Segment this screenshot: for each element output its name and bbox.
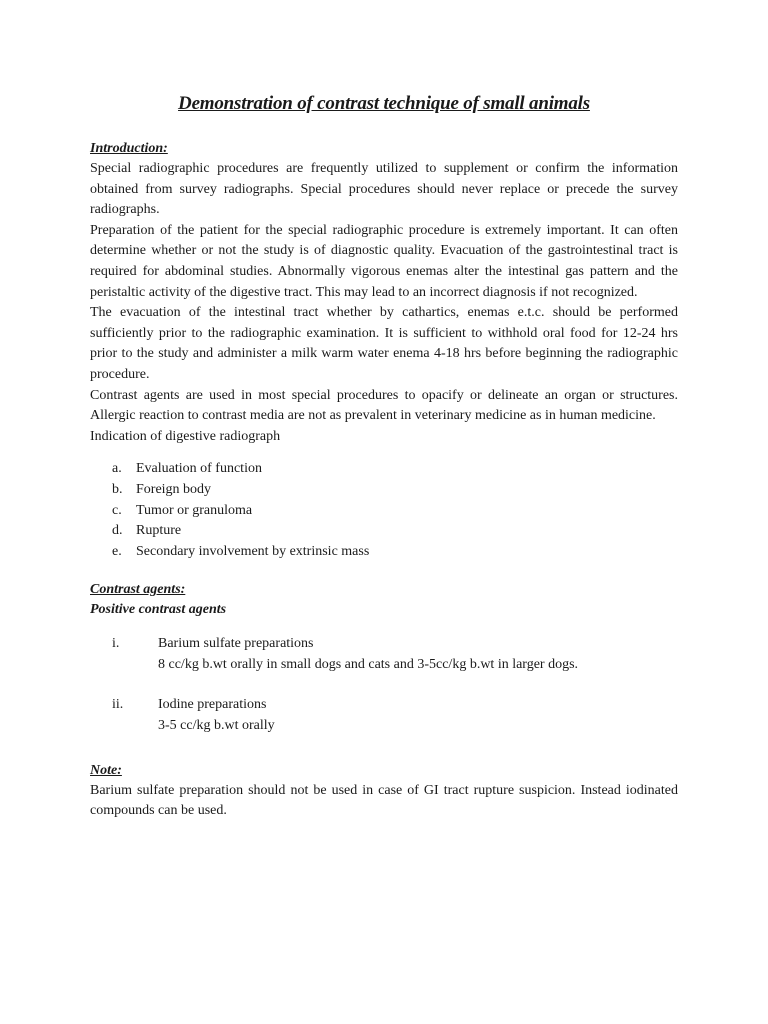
list-marker: c. [112,502,122,518]
note-heading: Note: [90,762,122,778]
list-item [90,521,678,542]
contrast-section [90,580,678,736]
list-marker: i. [112,636,120,652]
agent-dose: 3-5 cc/kg b.wt orally [158,718,275,734]
intro-paragraph: Special radiographic procedures are frequently utilized to supplement or confirm the information obtained from survey radiographs. Special procedures should never replace or precede the survey radiographs. [90,161,678,218]
list-item [90,459,678,480]
agent-name: Iodine preparations [158,697,267,713]
contrast-agent-list [90,634,678,736]
list-item [90,480,678,501]
list-item [90,501,678,522]
introduction-section [90,139,678,562]
list-marker: e. [112,543,122,559]
list-item [90,634,678,675]
introduction-heading: Introduction: [90,141,168,156]
indication-list [90,459,678,562]
list-text: Evaluation of function [136,461,262,477]
list-text: Secondary involvement by extrinsic mass [136,543,370,559]
list-item [90,695,678,736]
list-marker: ii. [112,697,124,713]
list-marker: d. [112,523,123,539]
list-marker: b. [112,481,123,497]
note-text: Barium sulfate preparation should not be used in case of GI tract rupture suspicion. Instead iodinated compounds can be used. [90,782,678,819]
positive-contrast-heading: Positive contrast agents [90,602,227,618]
intro-paragraph: Contrast agents are used in most special procedures to opacify or delineate an organ or structures. Allergic reaction to contrast media are not as prevalent in veterinary medicine as in human medicine. [90,387,678,424]
list-text: Rupture [136,523,182,539]
agent-name: Barium sulfate preparations [158,636,314,652]
list-text: Foreign body [136,481,212,497]
list-item [90,542,678,563]
page-title: Demonstration of contrast technique of small animals [178,93,590,114]
list-text: Tumor or granuloma [136,502,253,518]
agent-dose: 8 cc/kg b.wt orally in small dogs and cats and 3-5cc/kg b.wt in larger dogs. [158,656,579,672]
note-section [90,761,678,822]
intro-paragraph: The evacuation of the intestinal tract whether by cathartics, enemas e.t.c. should be performed sufficiently prior to the radiographic examination. It is sufficient to withhold oral food for 12-24 hrs prior to the study and administer a milk warm water enema 4-18 hrs before beginning the radiographic procedure. [90,305,678,382]
indication-label: Indication of digestive radiograph [90,428,281,444]
intro-paragraph: Preparation of the patient for the special radiographic procedure is extremely important. It can often determine whether or not the study is of diagnostic quality. Evacuation of the gastrointestinal tract is required for abdominal studies. Abnormally vigorous enemas alter the intestinal gas pattern and the peristaltic activity of the digestive tract. This may lead to an incorrect diagnosis if not recognized. [90,222,678,300]
list-marker: a. [112,461,122,477]
contrast-agents-heading: Contrast agents: [90,582,186,598]
